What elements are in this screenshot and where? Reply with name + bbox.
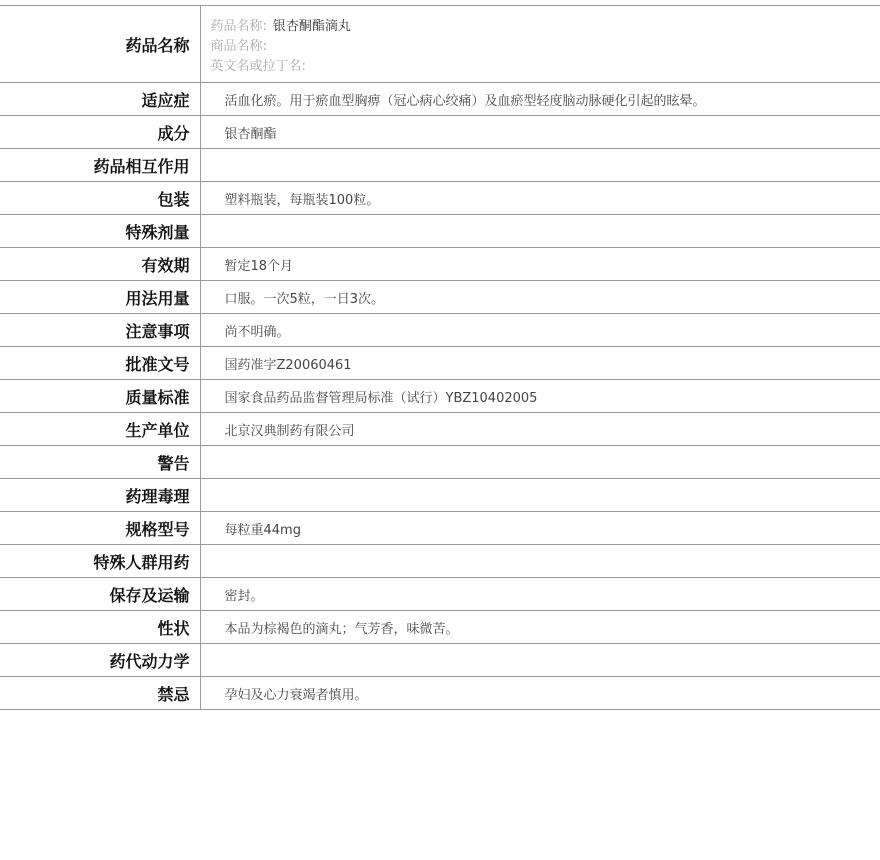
spec-value: 银杏酮酯 bbox=[224, 126, 277, 142]
spec-row bbox=[0, 677, 880, 710]
spec-row bbox=[0, 281, 880, 314]
spec-value: 孕妇及心力衰竭者慎用。 bbox=[224, 687, 368, 703]
english-name-line bbox=[211, 57, 880, 77]
spec-row bbox=[0, 413, 880, 446]
spec-label: 药品相互作用 bbox=[0, 149, 200, 182]
trade-name-line bbox=[211, 37, 880, 57]
spec-row bbox=[0, 611, 880, 644]
spec-label: 禁忌 bbox=[0, 677, 200, 710]
spec-label: 药理毒理 bbox=[0, 479, 200, 512]
spec-label: 批准文号 bbox=[0, 347, 200, 380]
generic-name-value: 银杏酮酯滴丸 bbox=[272, 19, 351, 34]
trade-name-key: 商品名称: bbox=[210, 39, 267, 54]
spec-row bbox=[0, 347, 880, 380]
spec-value: 本品为棕褐色的滴丸；气芳香，味微苦。 bbox=[224, 621, 459, 637]
spec-value bbox=[200, 446, 880, 479]
generic-name-line bbox=[211, 17, 880, 37]
spec-row bbox=[0, 83, 880, 116]
spec-label: 特殊剂量 bbox=[0, 215, 200, 248]
spec-row bbox=[0, 545, 880, 578]
spec-value: 国药准字Z20060461 bbox=[224, 357, 352, 373]
spec-value: 北京汉典制药有限公司 bbox=[224, 423, 355, 439]
spec-value: 口服。一次5粒，一日3次。 bbox=[224, 291, 385, 307]
spec-label: 包装 bbox=[0, 182, 200, 215]
spec-label: 成分 bbox=[0, 116, 200, 149]
generic-name-key: 药品名称: bbox=[210, 19, 267, 34]
spec-row bbox=[0, 446, 880, 479]
spec-value: 尚不明确。 bbox=[224, 324, 290, 340]
english-name-key: 英文名或拉丁名: bbox=[210, 59, 306, 74]
spec-label: 性状 bbox=[0, 611, 200, 644]
spec-value: 密封。 bbox=[224, 588, 264, 604]
spec-value bbox=[200, 215, 880, 248]
spec-row bbox=[0, 512, 880, 545]
spec-row bbox=[0, 215, 880, 248]
spec-value bbox=[200, 545, 880, 578]
spec-value: 每粒重44mg bbox=[224, 522, 301, 538]
spec-label: 生产单位 bbox=[0, 413, 200, 446]
spec-value: 活血化瘀。用于瘀血型胸痹（冠心病心绞痛）及血瘀型轻度脑动脉硬化引起的眩晕。 bbox=[224, 93, 706, 109]
spec-label: 适应症 bbox=[0, 83, 200, 116]
spec-value bbox=[200, 644, 880, 677]
spec-row bbox=[0, 314, 880, 347]
spec-value: 国家食品药品监督管理局标准（试行）YBZ10402005 bbox=[224, 390, 538, 406]
spec-row bbox=[0, 578, 880, 611]
drug-name-label: 药品名称 bbox=[0, 6, 200, 83]
spec-label: 有效期 bbox=[0, 248, 200, 281]
drug-spec-table bbox=[0, 5, 880, 710]
spec-value bbox=[200, 479, 880, 512]
spec-row bbox=[0, 644, 880, 677]
spec-label: 特殊人群用药 bbox=[0, 545, 200, 578]
spec-label: 保存及运输 bbox=[0, 578, 200, 611]
spec-label: 警告 bbox=[0, 446, 200, 479]
drug-info-sheet bbox=[0, 5, 880, 710]
drug-name-values bbox=[200, 6, 880, 83]
spec-row bbox=[0, 182, 880, 215]
spec-label: 注意事项 bbox=[0, 314, 200, 347]
spec-row bbox=[0, 248, 880, 281]
drug-name-row bbox=[0, 6, 880, 83]
spec-row bbox=[0, 380, 880, 413]
spec-label: 规格型号 bbox=[0, 512, 200, 545]
spec-row bbox=[0, 116, 880, 149]
spec-label: 药代动力学 bbox=[0, 644, 200, 677]
spec-label: 用法用量 bbox=[0, 281, 200, 314]
spec-row bbox=[0, 149, 880, 182]
spec-value bbox=[200, 149, 880, 182]
spec-row bbox=[0, 479, 880, 512]
spec-value: 暂定18个月 bbox=[224, 258, 294, 274]
spec-label: 质量标准 bbox=[0, 380, 200, 413]
spec-value: 塑料瓶装，每瓶装100粒。 bbox=[224, 192, 380, 208]
